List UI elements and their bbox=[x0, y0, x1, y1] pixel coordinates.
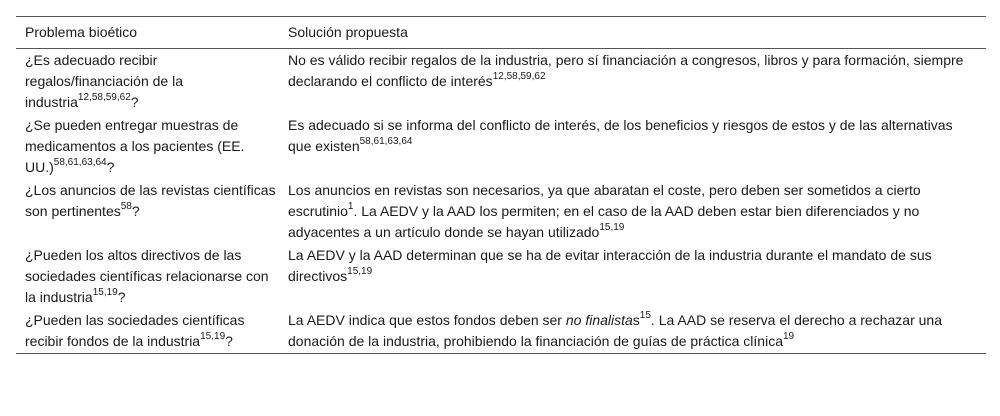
solution-cell: Los anuncios en revistas son necesarios, ya que abaratan el coste, pero deben ser sometidos a cierto escrutinio$^1$. La AEDV y la AAD los permiten; en el caso de la AAD deben estar bien diferenciados y no adyacentes a un artículo donde se hayan utilizado$^{15,19}$ bbox=[288, 182, 921, 240]
header-problem: Problema bioético bbox=[25, 24, 138, 40]
table-row bbox=[16, 49, 986, 114]
solution-cell: Es adecuado si se informa del conflicto de interés, de los beneficios y riesgos de estos y de las alternativas que existen$^{58,61,63,64}$ bbox=[288, 117, 953, 154]
table-bottom-rule bbox=[16, 353, 986, 354]
table-row bbox=[16, 114, 986, 179]
table-header bbox=[16, 17, 986, 48]
problem-cell: ¿Pueden las sociedades científicas recibir fondos de la industria$^{15,19}$? bbox=[25, 312, 245, 349]
ethics-table bbox=[16, 16, 986, 354]
problem-cell: ¿Los anuncios de las revistas científicas son pertinentes$^{58}$? bbox=[25, 182, 276, 219]
problem-cell: ¿Pueden los altos directivos de las sociedades científicas relacionarse con la industria$^{15,19}$? bbox=[25, 247, 269, 305]
problem-cell: ¿Es adecuado recibir regalos/financiación de la industria$^{12,58,59,62}$? bbox=[25, 52, 183, 110]
header-solution: Solución propuesta bbox=[288, 24, 408, 40]
solution-cell: La AEDV indica que estos fondos deben ser no finalistas$^{15}$. La AAD se reserva el derecho a rechazar una donación de la industria, prohibiendo la financiación de guías de práctica clínica$^{19}$ bbox=[288, 310, 942, 349]
table-row bbox=[16, 309, 986, 353]
problem-cell: ¿Se pueden entregar muestras de medicamentos a los pacientes (EE. UU.)$^{58,61,63,64}$? bbox=[25, 117, 245, 175]
solution-cell: No es válido recibir regalos de la industria, pero sí financiación a congresos, libros y para formación, siempre declarando el conflicto de interés$^{12,58,59,62}$ bbox=[288, 52, 964, 89]
table-row bbox=[16, 244, 986, 309]
solution-cell: La AEDV y la AAD determinan que se ha de evitar interacción de la industria durante el mandato de sus directivos$^{15,19}$ bbox=[288, 247, 932, 284]
table-row bbox=[16, 179, 986, 244]
